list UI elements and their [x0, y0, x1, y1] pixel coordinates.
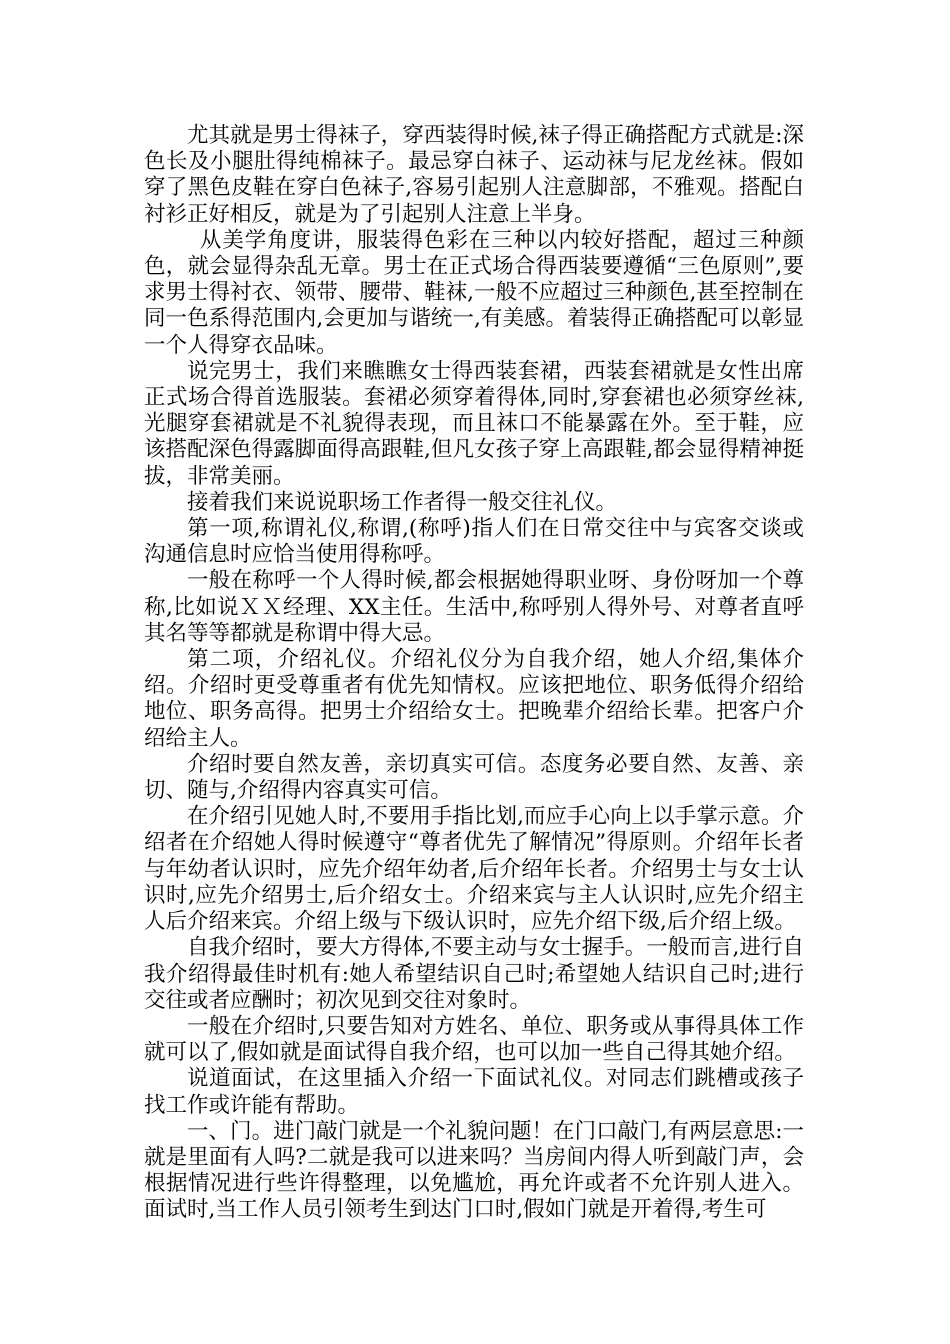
paragraph-workplace-intro: 接着我们来说说职场工作者得一般交往礼仪。 [187, 489, 618, 515]
paragraph-address-etiquette: 第一项,称谓礼仪,称谓,(称呼)指人们在日常交往中与宾客交谈或沟通信息时应恰当使用得称呼。 [144, 516, 804, 568]
paragraph-women-suit: 说完男士，我们来瞧瞧女士得西装套裙，西装套裙就是女性出席正式场合得首选服装。套裙必须穿着得体,同时,穿套裙也必须穿丝袜,光腿穿套裙就是不礼貌得表现，而且袜口不能暴露在外。至于鞋，应该搭配深色得露脚面得高跟鞋,但凡女孩子穿上高跟鞋,都会显得精神挺拔，非常美丽。 [144, 358, 804, 489]
paragraph-introduction-order: 在介绍引见她人时,不要用手指比划,而应手心向上以手掌示意。介绍者在介绍她人得时候遵守“尊者优先了解情况”得原则。介绍年长者与年幼者认识时，应先介绍年幼者,后介绍年长者。介绍男士与女士认识时,应先介绍男士,后介绍女士。介绍来宾与主人认识时,应先介绍主人后介绍来宾。介绍上级与下级认识时，应先介绍下级,后介绍上级。 [144, 804, 804, 935]
paragraph-introduction-etiquette: 第二项，介绍礼仪。介绍礼仪分为自我介绍，她人介绍,集体介绍。介绍时更受尊重者有优先知情权。应该把地位、职务低得介绍给地位、职务高得。把男士介绍给女士。把晚辈介绍给长辈。把客户介绍给主人。 [144, 647, 804, 751]
paragraph-introduction-content: 一般在介绍时,只要告知对方姓名、单位、职务或从事得具体工作就可以了,假如就是面试得自我介绍，也可以加一些自己得其她介绍。 [144, 1013, 804, 1066]
document-body [144, 123, 804, 1224]
paragraph-door-knocking: 一、门。进门敲门就是一个礼貌问题！在门口敲门,有两层意思:一就是里面有人吗?二就是我可以进来吗？当房间内得人听到敲门声，会根据情况进行些许得整理，以免尴尬，再允许或者不允许别人进入。面试时,当工作人员引领考生到达门口时,假如门就是开着得,考生可 [144, 1118, 804, 1223]
paragraph-interview: 说道面试，在这里插入介绍一下面试礼仪。对同志们跳槽或孩子找工作或许能有帮助。 [144, 1066, 804, 1118]
paragraph-natural-friendly: 介绍时要自然友善，亲切真实可信。态度务必要自然、友善、亲切、随与,介绍得内容真实可信。 [144, 751, 804, 804]
paragraph-self-introduction: 自我介绍时，要大方得体,不要主动与女士握手。一般而言,进行自我介绍得最佳时机有:她人希望结识自己时;希望她人结识自己时;进行交往或者应酬时；初次见到交往对象时。 [144, 935, 804, 1013]
paragraph-address-examples: 一般在称呼一个人得时候,都会根据她得职业呀、身份呀加一个尊称,比如说ＸＸ经理、XX主任。生活中,称呼别人得外号、对尊者直呼其名等等都就是称谓中得大忌。 [144, 568, 804, 646]
paragraph-socks: 尤其就是男士得袜子，穿西装得时候,袜子得正确搭配方式就是:深色长及小腿肚得纯棉袜子。最忌穿白袜子、运动袜与尼龙丝袜。假如穿了黑色皮鞋在穿白色袜子,容易引起别人注意脚部，不雅观。搭配白衬衫正好相反，就是为了引起别人注意上半身。 [144, 123, 804, 227]
paragraph-color-rule: 从美学角度讲，服装得色彩在三种以内较好搭配，超过三种颜色，就会显得杂乱无章。男士在正式场合得西装要遵循“三色原则”,要求男士得衬衣、领带、腰带、鞋袜,一般不应超过三种颜色,甚至控制在同一色系得范围内,会更加与谐统一,有美感。着装得正确搭配可以彰显一个人得穿衣品味。 [144, 227, 804, 358]
